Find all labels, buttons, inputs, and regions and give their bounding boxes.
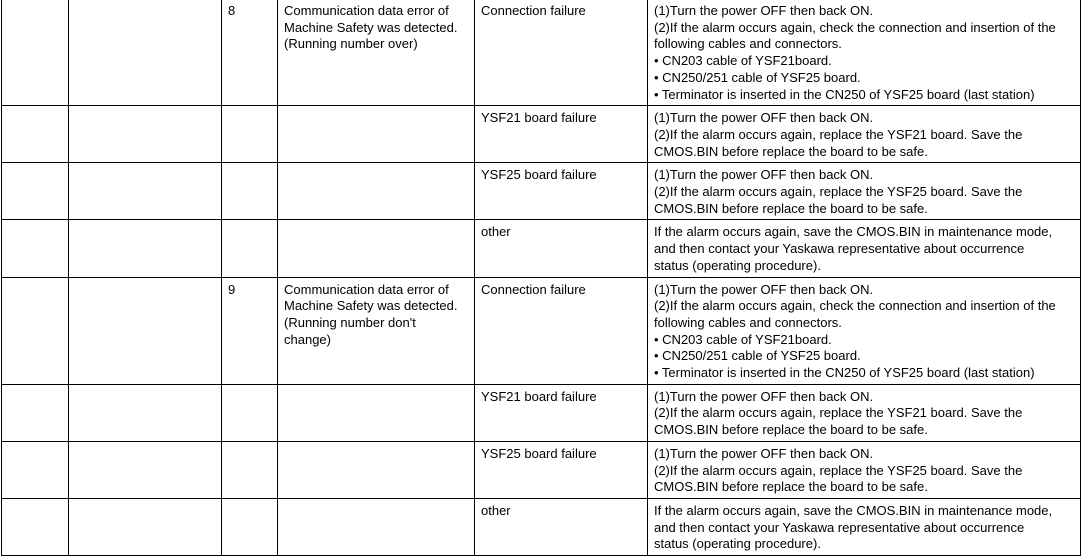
empty-cell-name	[69, 0, 222, 106]
sub-code-cell	[222, 163, 278, 220]
empty-cell-code	[2, 384, 69, 441]
cause-cell	[475, 163, 648, 220]
cause-cell	[475, 0, 648, 106]
cause-cell	[475, 384, 648, 441]
remedy-cell	[648, 163, 1081, 220]
remedy-line: • CN250/251 cable of YSF25 board.	[654, 69, 861, 85]
remedy-line: following cables and connectors.	[654, 314, 842, 330]
remedy-line: CMOS.BIN before replace the board to be safe.	[654, 200, 928, 216]
table-row	[2, 163, 1081, 220]
remedy-cell	[648, 220, 1081, 277]
remedy-line: (1)Turn the power OFF then back ON.	[654, 167, 874, 183]
remedy-line: CMOS.BIN before replace the board to be safe.	[654, 422, 928, 438]
remedy-cell	[648, 498, 1081, 555]
cause-cell	[475, 220, 648, 277]
empty-cell-name	[69, 277, 222, 384]
description-line: (Running number don't	[284, 314, 416, 330]
remedy-line: and then contact your Yaskawa representative about occurrence	[654, 241, 1025, 257]
cause-text: YSF25 board failure	[481, 167, 597, 183]
remedy-line: (1)Turn the power OFF then back ON.	[654, 281, 874, 297]
remedy-line: status (operating procedure).	[654, 536, 821, 552]
sub-code-value: 9	[228, 281, 236, 297]
alarm-table	[1, 0, 1081, 556]
sub-code-cell	[222, 498, 278, 555]
remedy-line: (2)If the alarm occurs again, replace the YSF25 board. Save the	[654, 184, 1023, 200]
remedy-line: If the alarm occurs again, save the CMOS.BIN in maintenance mode,	[654, 224, 1053, 240]
description-line: Communication data error of	[284, 3, 449, 18]
empty-cell-name	[69, 106, 222, 163]
empty-cell-code	[2, 220, 69, 277]
table-row	[2, 277, 1081, 384]
empty-cell-code	[2, 106, 69, 163]
description-cell	[278, 441, 475, 498]
cause-cell	[475, 277, 648, 384]
remedy-line: (1)Turn the power OFF then back ON.	[654, 388, 874, 404]
empty-cell-name	[69, 220, 222, 277]
table-row	[2, 441, 1081, 498]
remedy-line: (1)Turn the power OFF then back ON.	[654, 3, 874, 18]
description-line: Communication data error of	[284, 281, 449, 297]
cause-text: YSF21 board failure	[481, 110, 597, 126]
remedy-line: If the alarm occurs again, save the CMOS.BIN in maintenance mode,	[654, 502, 1053, 518]
description-cell	[278, 106, 475, 163]
empty-cell-name	[69, 384, 222, 441]
cause-text: YSF25 board failure	[481, 445, 597, 461]
remedy-line: • CN203 cable of YSF21board.	[654, 331, 832, 347]
cause-cell	[475, 441, 648, 498]
remedy-line: CMOS.BIN before replace the board to be safe.	[654, 479, 928, 495]
description-cell	[278, 384, 475, 441]
remedy-line: (1)Turn the power OFF then back ON.	[654, 110, 874, 126]
description-cell	[278, 498, 475, 555]
description-line: change)	[284, 331, 331, 347]
sub-code-cell	[222, 220, 278, 277]
sub-code-cell	[222, 384, 278, 441]
remedy-line: status (operating procedure).	[654, 257, 821, 273]
description-cell	[278, 0, 475, 106]
description-cell	[278, 163, 475, 220]
remedy-line: and then contact your Yaskawa representative about occurrence	[654, 519, 1025, 535]
table-row	[2, 498, 1081, 555]
remedy-line: • Terminator is inserted in the CN250 of YSF25 board (last station)	[654, 365, 1035, 381]
table-row	[2, 384, 1081, 441]
empty-cell-code	[2, 277, 69, 384]
remedy-cell	[648, 106, 1081, 163]
table-row	[2, 220, 1081, 277]
remedy-line: (1)Turn the power OFF then back ON.	[654, 445, 874, 461]
cause-cell	[475, 498, 648, 555]
sub-code-value: 8	[228, 3, 236, 18]
remedy-cell	[648, 0, 1081, 106]
description-line: (Running number over)	[284, 36, 418, 52]
remedy-cell	[648, 441, 1081, 498]
empty-cell-code	[2, 163, 69, 220]
remedy-line: CMOS.BIN before replace the board to be safe.	[654, 143, 928, 159]
empty-cell-name	[69, 498, 222, 555]
cause-cell	[475, 106, 648, 163]
table-body	[2, 0, 1081, 556]
description-cell	[278, 277, 475, 384]
cause-text: other	[481, 502, 511, 518]
remedy-line: (2)If the alarm occurs again, check the connection and insertion of the	[654, 298, 1056, 314]
cause-text: Connection failure	[481, 3, 586, 18]
empty-cell-name	[69, 441, 222, 498]
remedy-line: (2)If the alarm occurs again, replace the YSF21 board. Save the	[654, 126, 1023, 142]
empty-cell-name	[69, 163, 222, 220]
sub-code-cell	[222, 0, 278, 106]
remedy-line: (2)If the alarm occurs again, replace the YSF21 board. Save the	[654, 405, 1023, 421]
table-row	[2, 0, 1081, 106]
remedy-line: • Terminator is inserted in the CN250 of YSF25 board (last station)	[654, 86, 1035, 102]
cause-text: YSF21 board failure	[481, 388, 597, 404]
sub-code-cell	[222, 106, 278, 163]
empty-cell-code	[2, 498, 69, 555]
description-line: Machine Safety was detected.	[284, 298, 458, 314]
empty-cell-code	[2, 0, 69, 106]
remedy-cell	[648, 277, 1081, 384]
cause-text: other	[481, 224, 511, 240]
remedy-line: (2)If the alarm occurs again, replace the YSF25 board. Save the	[654, 462, 1023, 478]
description-line: Machine Safety was detected.	[284, 19, 458, 35]
cause-text: Connection failure	[481, 281, 586, 297]
remedy-line: following cables and connectors.	[654, 36, 842, 52]
sub-code-cell	[222, 441, 278, 498]
table-row	[2, 106, 1081, 163]
remedy-line: • CN203 cable of YSF21board.	[654, 53, 832, 69]
remedy-line: (2)If the alarm occurs again, check the connection and insertion of the	[654, 19, 1056, 35]
remedy-cell	[648, 384, 1081, 441]
remedy-line: • CN250/251 cable of YSF25 board.	[654, 348, 861, 364]
sub-code-cell	[222, 277, 278, 384]
empty-cell-code	[2, 441, 69, 498]
description-cell	[278, 220, 475, 277]
